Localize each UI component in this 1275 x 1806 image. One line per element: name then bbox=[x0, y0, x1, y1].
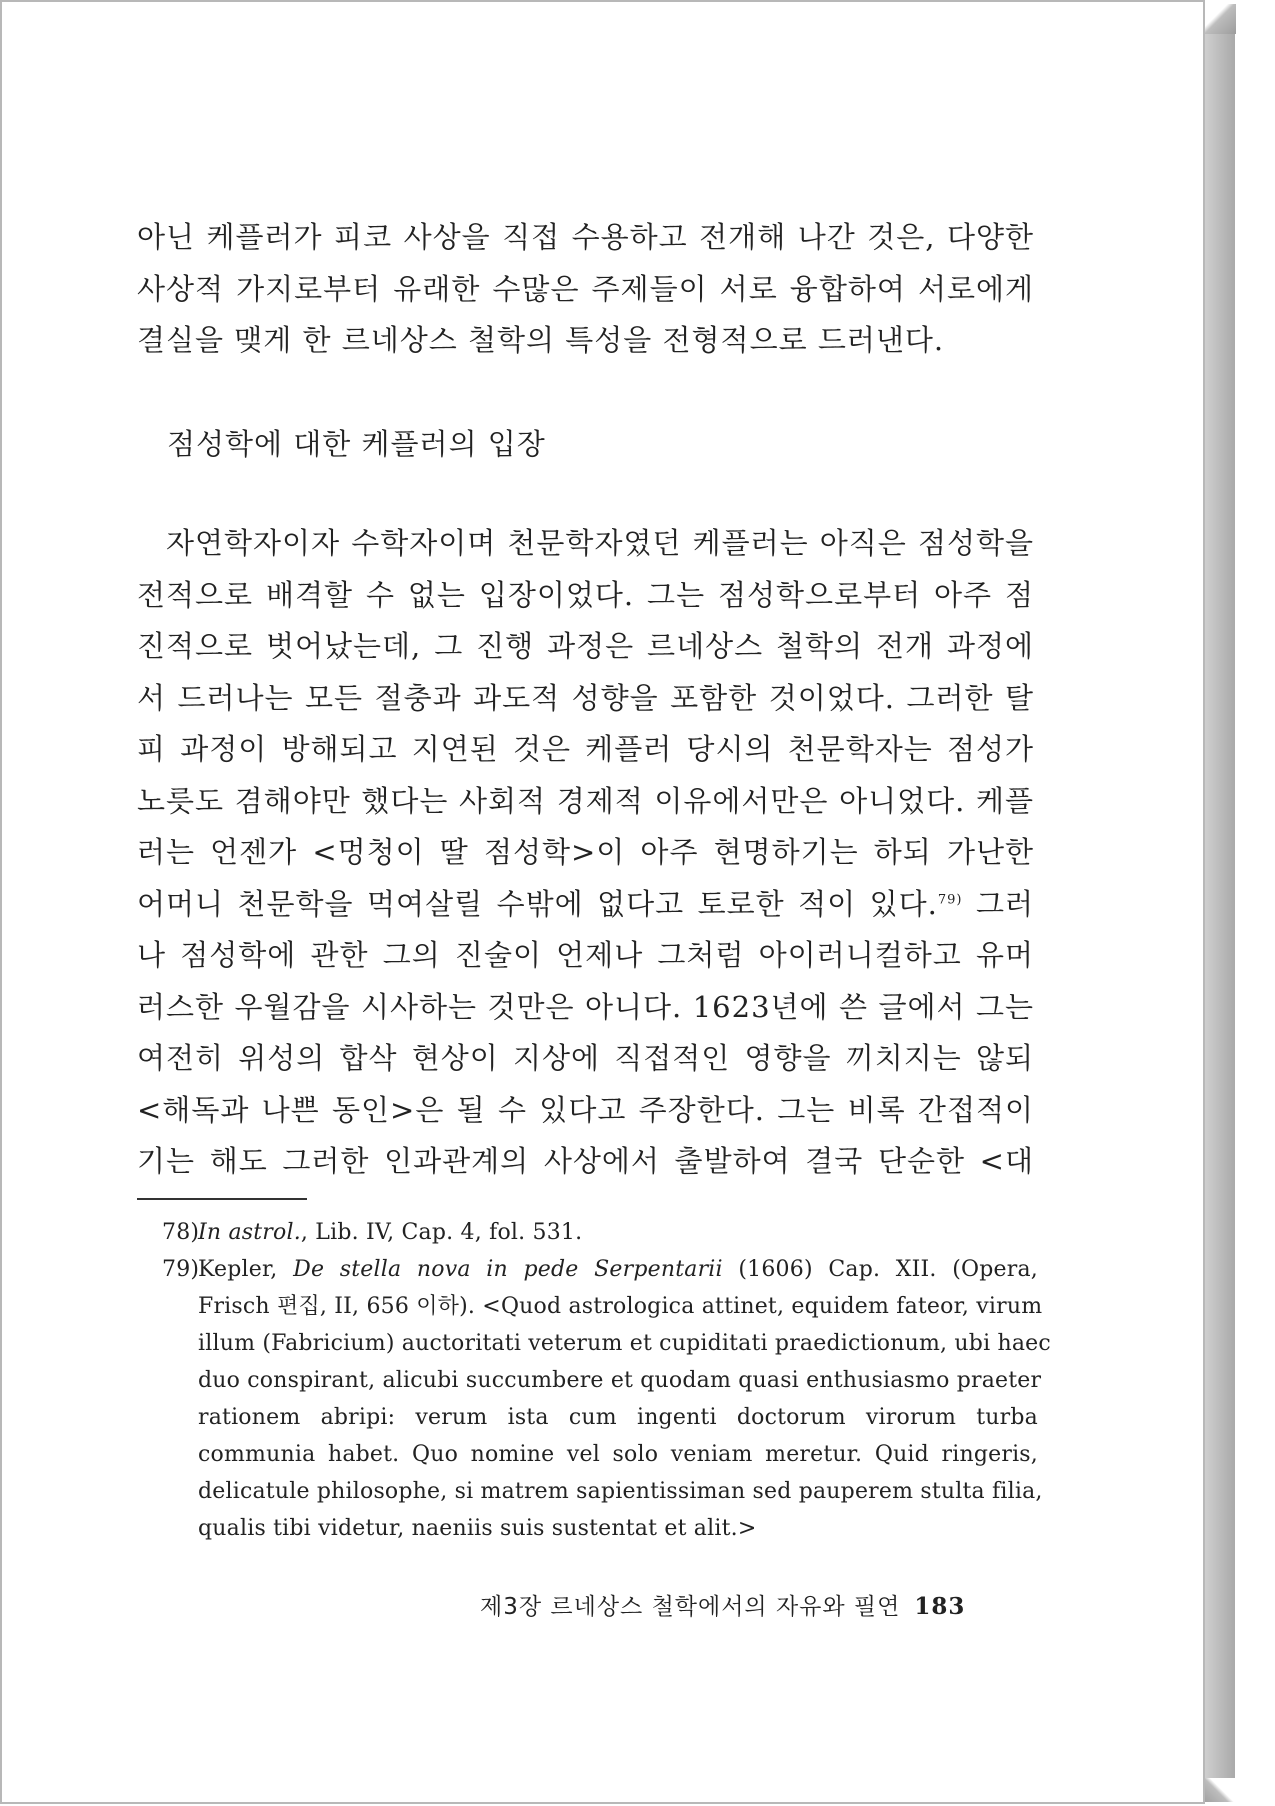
running-footer bbox=[480, 1588, 965, 1621]
footnote-divider bbox=[137, 1198, 307, 1200]
citation-author: Kepler, bbox=[198, 1257, 294, 1282]
footnote-line: delicatule philosophe, si matrem sapientissiman sed pauperem stulta filia, bbox=[198, 1479, 1043, 1504]
paragraph-kepler-astrology bbox=[137, 518, 1034, 1188]
page-number: 183 bbox=[914, 1593, 966, 1620]
footnote-line: communia habet. Quo nomine vel solo veniam meretur. Quid ringeris, bbox=[198, 1442, 1038, 1467]
footnote-line: illum (Fabricium) auctoritati veterum et cupiditati praedictionum, ubi haec bbox=[198, 1331, 1051, 1356]
text-line: 러스한 우월감을 시사하는 것만은 아니다. 1623년에 쓴 글에서 그는 bbox=[137, 989, 1034, 1024]
footnote-line: Frisch 편집, II, 656 이하). <Quod astrologica attinet, equidem fateor, virum bbox=[198, 1294, 1043, 1319]
text-line: 여전히 위성의 합삭 현상이 지상에 직접적인 영향을 끼치지는 않되 bbox=[137, 1041, 1034, 1075]
footnote-number: 78) bbox=[162, 1220, 200, 1245]
citation-detail: , Lib. IV, Cap. 4, fol. 531. bbox=[300, 1220, 583, 1245]
footnote-line: duo conspirant, alicubi succumbere et quodam quasi enthusiasmo praeter bbox=[198, 1368, 1042, 1393]
text-line: <해독과 나쁜 동인>은 될 수 있다고 주장한다. 그는 비록 간접적이 bbox=[137, 1092, 1034, 1127]
chapter-title: 제3장 르네상스 철학에서의 자유와 필연 bbox=[480, 1594, 901, 1620]
footnote-78 bbox=[162, 1214, 1038, 1251]
page-edge-shadow bbox=[1205, 6, 1235, 1796]
footnote-number: 79) bbox=[162, 1257, 200, 1282]
footnotes bbox=[162, 1214, 1051, 1547]
text-line: 기는 해도 그러한 인과관계의 사상에서 출발하여 결국 단순한 <대 bbox=[137, 1144, 1034, 1178]
citation-title: In astrol. bbox=[198, 1220, 301, 1245]
text-line: 러는 언젠가 <멍청이 딸 점성학>이 아주 현명하기는 하되 가난한 bbox=[137, 835, 1034, 869]
section-heading: 점성학에 대한 케플러의 입장 bbox=[167, 427, 546, 461]
paragraph-continuation bbox=[137, 212, 1034, 367]
text-line-with-footnote-ref bbox=[137, 879, 1034, 931]
footnote-line: qualis tibi videtur, naeniis suis sustentat et alit.> bbox=[198, 1516, 757, 1541]
text-line: 아닌 케플러가 피코 사상을 직접 수용하고 전개해 나간 것은, 다양한 bbox=[137, 220, 1034, 254]
text-line: 나 점성학에 관한 그의 진술이 언제나 그처럼 아이러니컬하고 유머 bbox=[137, 938, 1034, 972]
footnote-79 bbox=[162, 1251, 1051, 1547]
text-line: 사상적 가지로부터 유래한 수많은 주제들이 서로 융합하여 서로에게 bbox=[137, 271, 1034, 306]
citation-detail: (1606) Cap. XII. (Opera, bbox=[722, 1257, 1038, 1282]
page-corner-bottom bbox=[1200, 1778, 1238, 1802]
text-line: 전적으로 배격할 수 없는 입장이었다. 그는 점성학으로부터 아주 점 bbox=[137, 577, 1034, 612]
text-line: 진적으로 벗어났는데, 그 진행 과정은 르네상스 철학의 전개 과정에 bbox=[137, 629, 1034, 663]
text-line: 피 과정이 방해되고 지연된 것은 케플러 당시의 천문학자는 점성가 bbox=[137, 732, 1034, 766]
text-line: 자연학자이자 수학자이며 천문학자였던 케플러는 아직은 점성학을 bbox=[166, 526, 1035, 560]
text-line: 결실을 맺게 한 르네상스 철학의 특성을 전형적으로 드러낸다. bbox=[137, 323, 945, 357]
text-segment: 어머니 천문학을 먹여살릴 수밖에 없다고 토로한 적이 있다. bbox=[137, 886, 938, 921]
footnote-line bbox=[198, 1251, 1038, 1288]
footnote-line: rationem abripi: verum ista cum ingenti doctorum virorum turba bbox=[198, 1405, 1038, 1430]
text-line: 노릇도 겸해야만 했다는 사회적 경제적 이유에서만은 아니었다. 케플 bbox=[137, 783, 1034, 818]
footnote-ref-79[interactable]: 79) bbox=[937, 891, 963, 907]
text-line: 서 드러나는 모든 절충과 과도적 성향을 포함한 것이었다. 그러한 탈 bbox=[137, 680, 1034, 715]
footnote-line bbox=[198, 1214, 1038, 1251]
citation-title: De stella nova in pede Serpentarii bbox=[293, 1257, 723, 1282]
text-segment: 그러 bbox=[962, 886, 1035, 921]
